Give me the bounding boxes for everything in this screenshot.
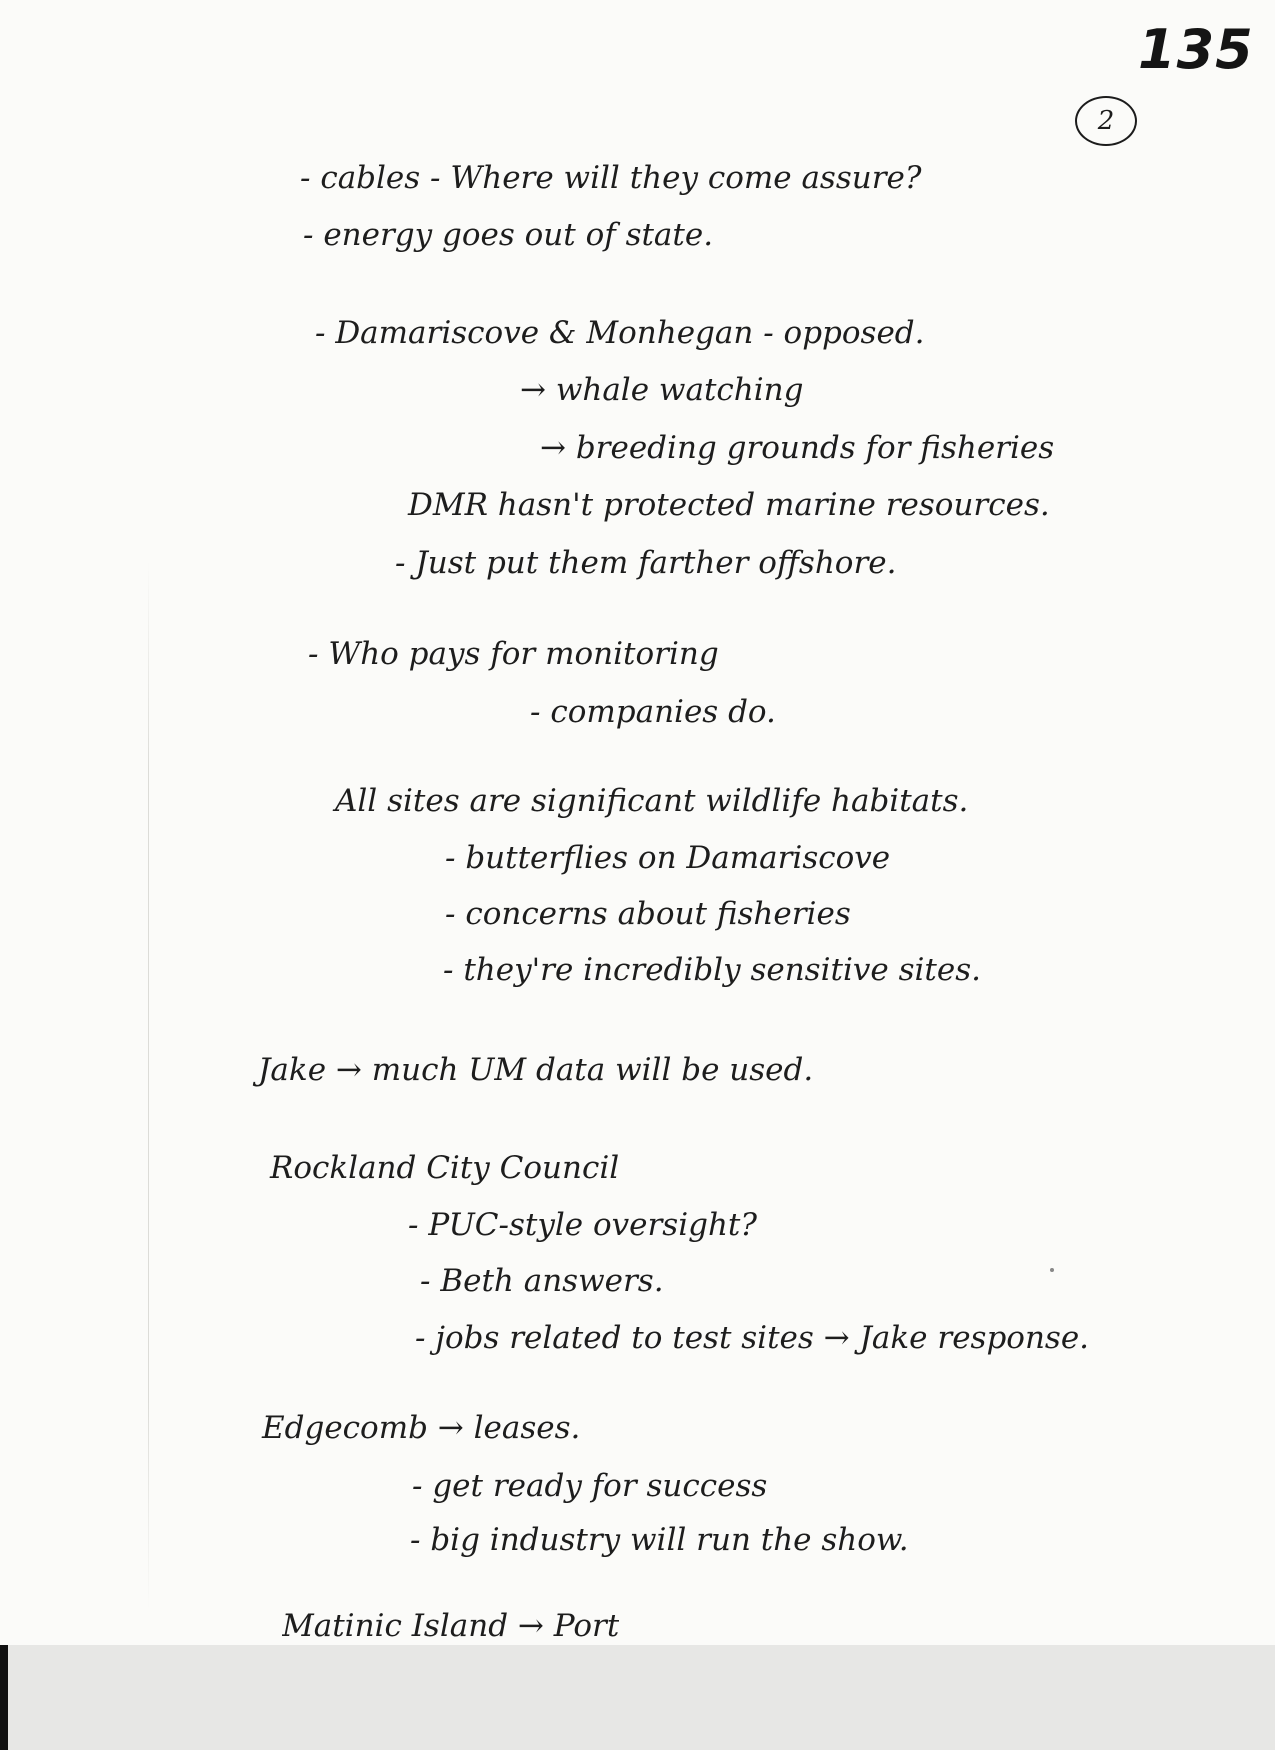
note-line: All sites are significant wildlife habitats.: [335, 783, 969, 819]
note-line: - they're incredibly sensitive sites.: [443, 952, 981, 988]
note-line: - Just put them farther offshore.: [395, 545, 897, 581]
note-line: → breeding grounds for fisheries: [540, 430, 1055, 466]
note-line: Jake → much UM data will be used.: [258, 1052, 814, 1088]
note-line: DMR hasn't protected marine resources.: [408, 487, 1050, 523]
note-line: - energy goes out of state.: [303, 217, 714, 253]
note-line: - jobs related to test sites → Jake response.: [415, 1320, 1090, 1356]
note-line: - Damariscove & Monhegan - opposed.: [315, 315, 925, 351]
note-line-cut: Matinic Island → Port: [282, 1608, 620, 1642]
note-line: - get ready for success: [412, 1468, 768, 1504]
note-line: - cables - Where will they come assure?: [300, 160, 922, 196]
note-line: - Beth answers.: [420, 1263, 664, 1299]
note-line: - big industry will run the show.: [410, 1522, 909, 1558]
note-line: - butterflies on Damariscove: [445, 840, 891, 876]
note-line: - companies do.: [530, 694, 776, 730]
scan-edge: [0, 1645, 8, 1750]
note-line: Edgecomb → leases.: [262, 1410, 581, 1446]
note-line: Rockland City Council: [270, 1150, 620, 1186]
note-line: - concerns about fisheries: [445, 896, 851, 932]
note-line: - Who pays for monitoring: [308, 636, 719, 672]
ink-speck: [1050, 1268, 1054, 1272]
page-number: 135: [1138, 18, 1254, 81]
note-line: → whale watching: [520, 372, 804, 408]
margin-line: [148, 560, 149, 1610]
note-line: - PUC-style oversight?: [408, 1207, 758, 1243]
sheet-number: 2: [1075, 96, 1137, 146]
